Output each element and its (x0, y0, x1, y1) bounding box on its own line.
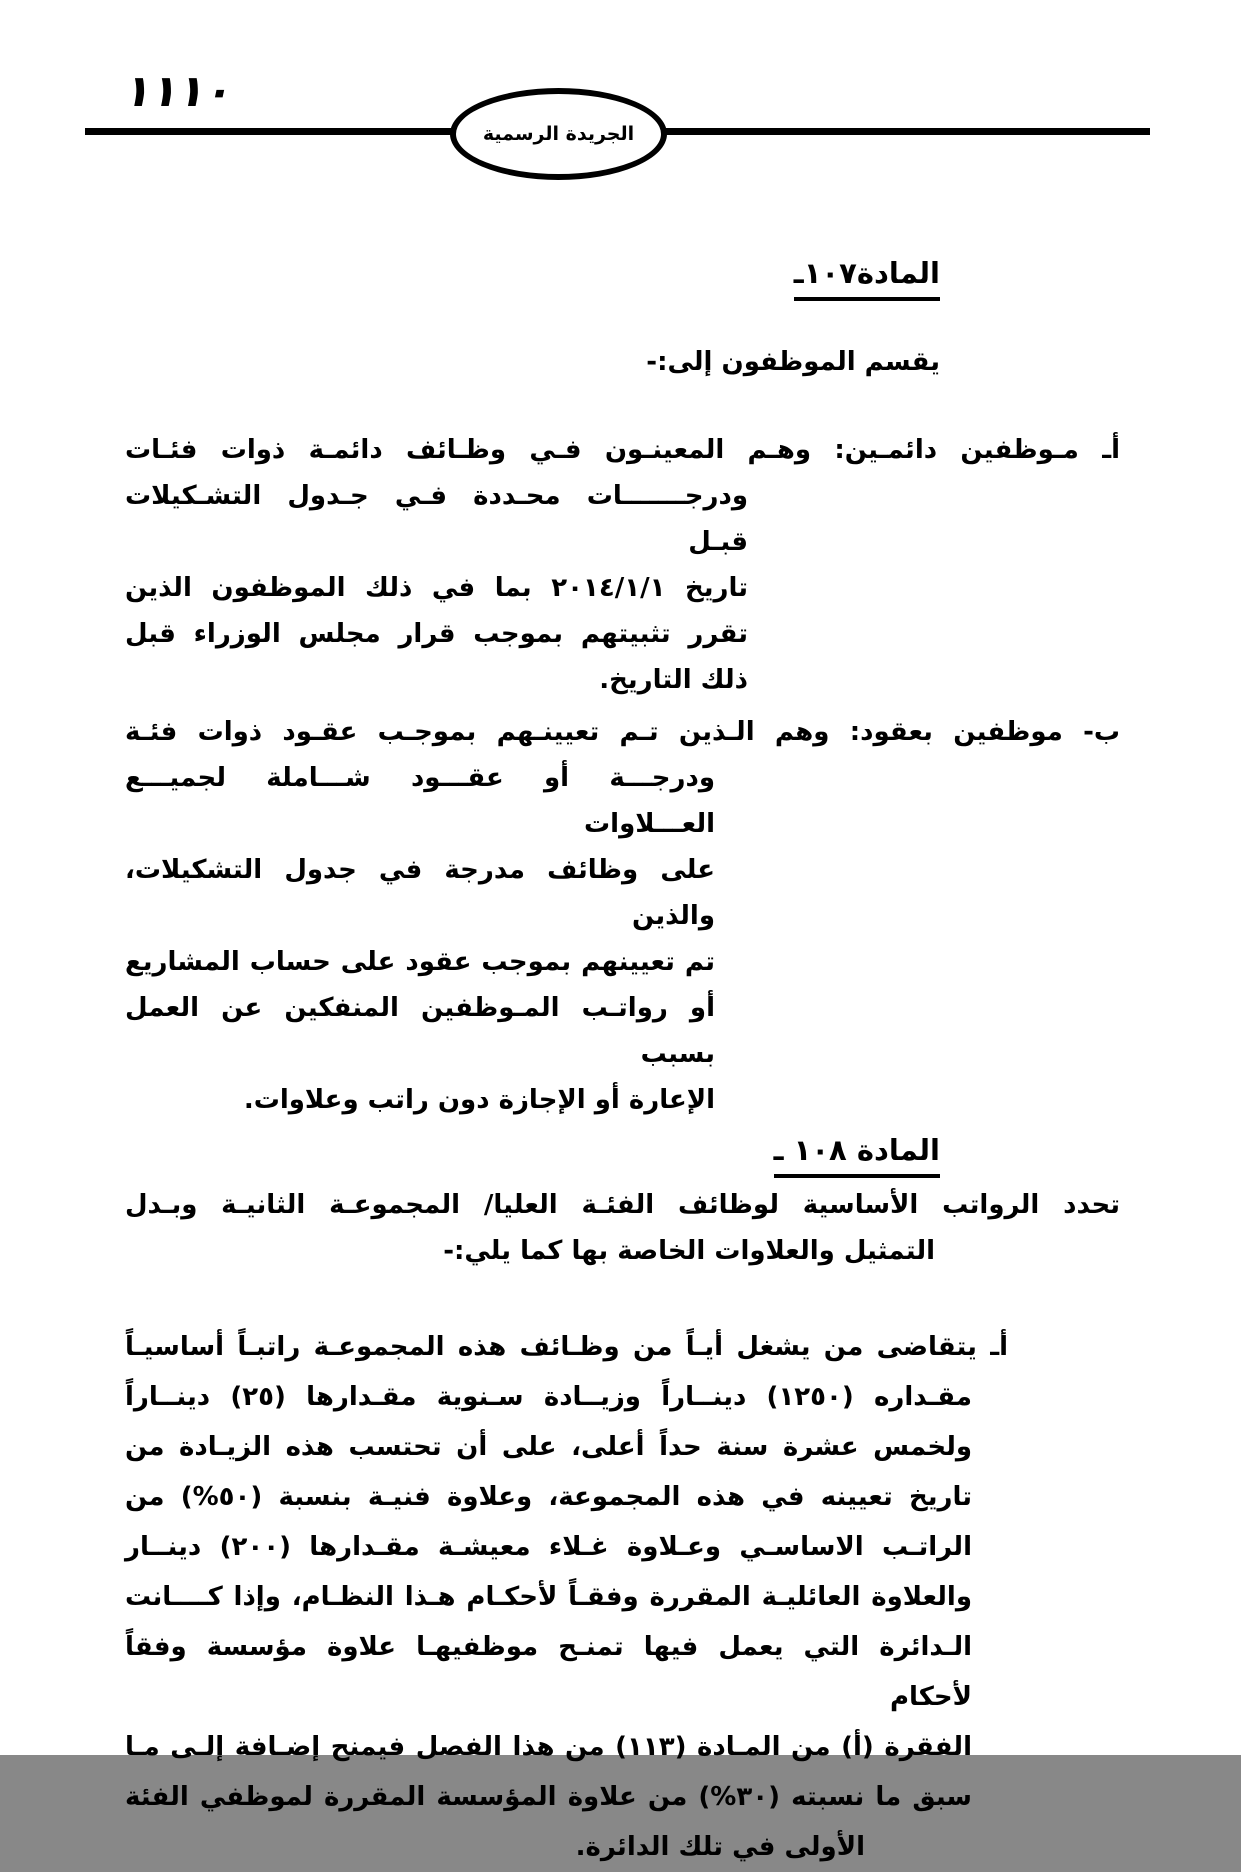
item-a-line-4: تقرر تثبيتهم بموجب قرار مجلس الوزراء قبل (125, 619, 748, 649)
document-body (125, 238, 1120, 1872)
item-b-line-5: أو رواتـب المـوظفين المنفكين عن العمل بسبب (125, 993, 715, 1069)
article-108-heading (125, 1133, 940, 1178)
item-a-line-5: ذلك التاريخ. (599, 665, 748, 695)
item-b-line-4: تم تعيينهم بموجب عقود على حساب المشاريع (125, 947, 715, 977)
item-b-line-2: ودرجـــة أو عقـــود شـــاملة لجميـــع العـــلاوات (125, 763, 715, 839)
item-a-line-2: ودرجـــــــات محـددة فـي جـدول التشـكيلات قبـل (125, 481, 748, 557)
item-108a-line-9: سبق ما نسبته (٣٠%) من علاوة المؤسسة المقررة لموظفي الفئة (125, 1782, 973, 1812)
article-107-heading-text: المادة١٠٧ـ (794, 256, 940, 301)
article-107-item-b (125, 709, 1120, 1123)
item-108a-line-3: ولخمس عشرة سنة حداً أعلى، على أن تحتسب هذه الزيـادة من (125, 1432, 972, 1462)
article-108-intro-line-1: تحدد الرواتب الأساسية لوظائف الفئـة العليا/ المجموعـة الثانيـة وبـدل (125, 1190, 1120, 1220)
item-108a-line-10: الأولى في تلك الدائرة. (575, 1832, 865, 1862)
item-a-line-3: تاريخ ٢٠١٤/١/١ بما في ذلك الموظفون الذين (125, 573, 748, 603)
item-108a-line-2: مقـداره (١٢٥٠) دينــاراً وزيــادة سـنوية مقـدارها (٢٥) دينــاراً (125, 1382, 972, 1412)
gazette-title-ellipse (450, 88, 667, 180)
item-108a-line-1: أـ يتقاضى من يشغل أيـاً من وظـائف هذه المجموعـة راتبـاً أساسيـاً (125, 1332, 1008, 1362)
article-107-intro: يقسم الموظفون إلى:- (646, 347, 940, 377)
item-b-line-6: الإعارة أو الإجازة دون راتب وعلاوات. (243, 1085, 715, 1115)
item-b-line-1: ب- موظفين بعقود: وهم الـذين تـم تعيينـهم بموجـب عقـود ذوات فئـة (125, 717, 1120, 747)
item-108a-line-6: والعلاوة العائليـة المقررة وفقـاً لأحكـام هـذا النظـام، وإذا كــــانت (125, 1582, 972, 1612)
item-108a-line-7: الـدائرة التي يعمل فيها تمنـح موظفيهـا علاوة مؤسسة وفقاً لأحكام (125, 1632, 972, 1712)
article-107-item-a (125, 427, 1120, 703)
item-b-line-3: على وظائف مدرجة في جدول التشكيلات، والذين (125, 855, 715, 931)
article-108-heading-text: المادة ١٠٨ ـ (774, 1133, 940, 1178)
item-108a-line-8: الفقرة (أ) من المـادة (١١٣) من هذا الفصل فيمنح إضـافة إلـى مـا (125, 1732, 972, 1762)
item-108a-line-4: تاريخ تعيينه في هذه المجموعة، وعلاوة فنيـة بنسبة (٥٠%) من (125, 1482, 972, 1512)
item-a-line-1: أـ مـوظفين دائمـين: وهـم المعينـون فـي وظـائف دائمـة ذوات فئـات (125, 435, 1120, 465)
gazette-title: الجريدة الرسمية (482, 123, 635, 145)
article-108-intro-line-2: التمثيل والعلاوات الخاصة بها كما يلي:- (443, 1236, 935, 1266)
article-107-heading (125, 256, 940, 301)
page-number: ١١١٠ (120, 66, 239, 117)
article-108-item-a (125, 1322, 1120, 1872)
item-108a-line-5: الراتـب الاساسـي وعـلاوة غـلاء معيشـة مقـدارها (٢٠٠) دينــار (125, 1532, 972, 1562)
